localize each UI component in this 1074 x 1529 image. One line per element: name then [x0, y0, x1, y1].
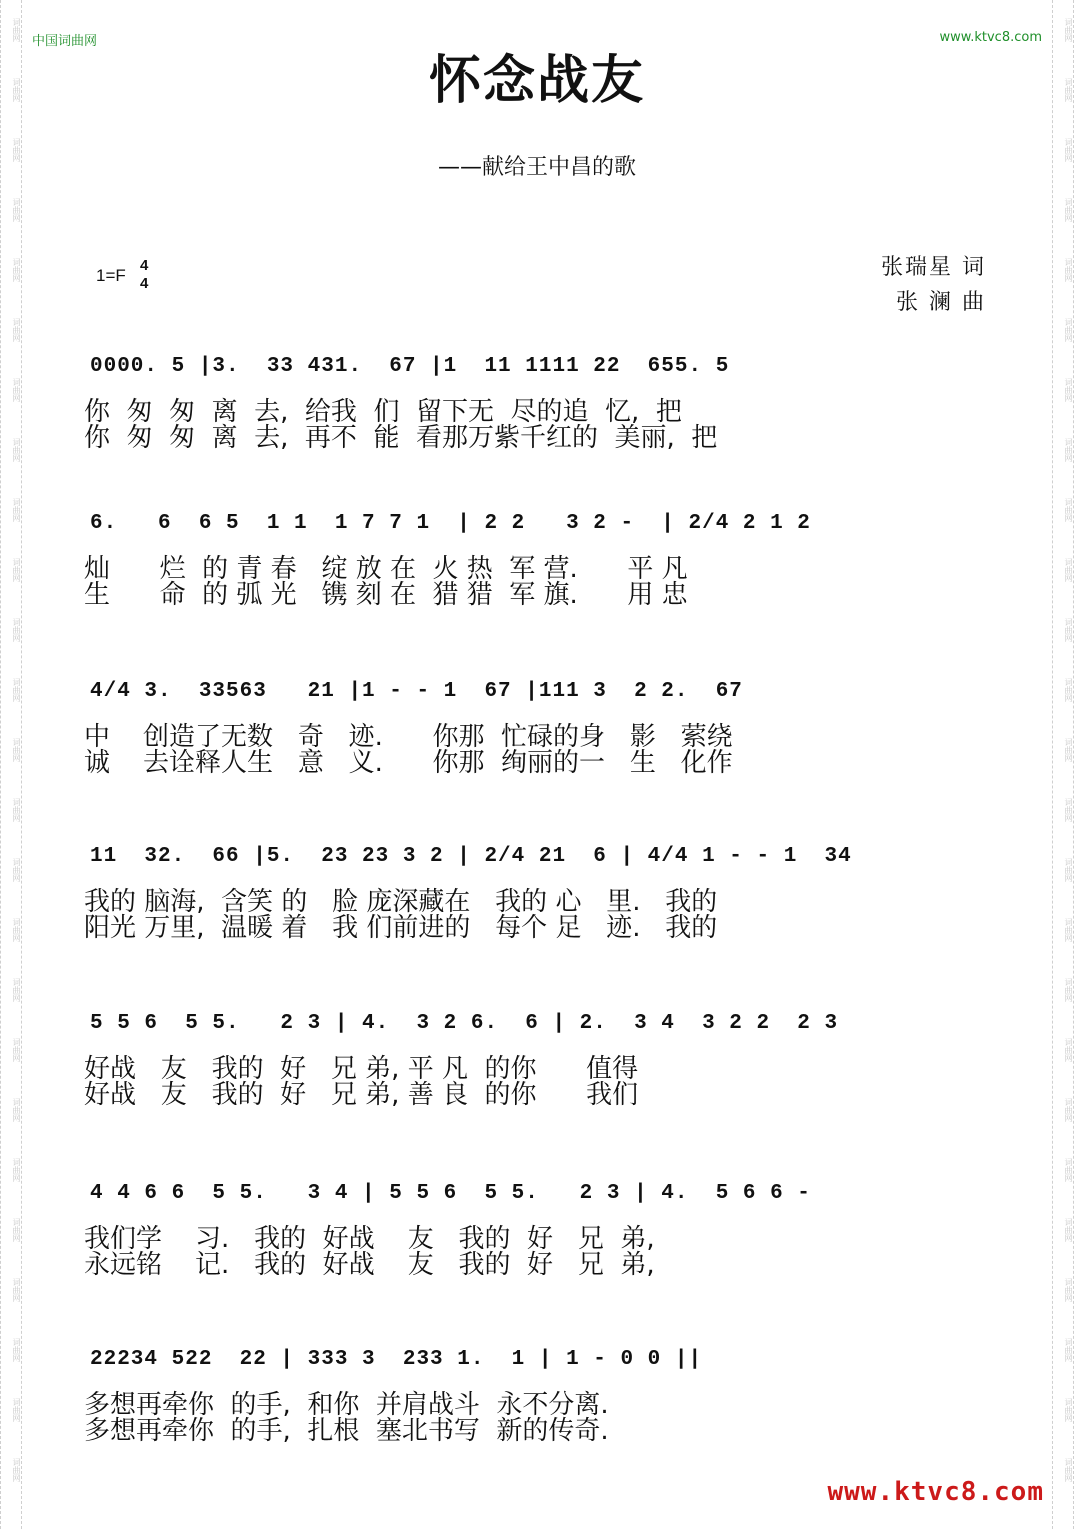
watermark-mark: 词曲网 [12, 138, 21, 162]
lyric-line-verse-1: 多想再牵你 的手, 和你 并肩战斗 永不分离. [84, 1390, 609, 1420]
watermark-mark: 词曲网 [12, 1098, 21, 1122]
lyric-line-verse-2: 永远铭 记. 我的 好战 友 我的 好 兄 弟, [84, 1250, 655, 1280]
watermark-mark: 词曲网 [12, 318, 21, 342]
lyric-line-verse-2: 你 匆 匆 离 去, 再不 能 看那万紫千红的 美丽, 把 [84, 423, 718, 453]
watermark-mark: 词曲网 [12, 1338, 21, 1362]
watermark-mark: 词曲网 [12, 378, 21, 402]
lyricist-credit: 张瑞星 词 [881, 255, 986, 280]
composer-credit: 张 澜 曲 [896, 290, 986, 315]
site-url-right[interactable]: www.ktvc8.com [939, 30, 1042, 45]
lyric-line-verse-1: 好战 友 我的 好 兄 弟, 平 凡 的你 值得 [84, 1054, 639, 1084]
notation-line: 0000. 5 |3. 33 431. 67 |1 11 1111 22 655. 5 [90, 355, 730, 378]
watermark-mark: 词曲网 [12, 498, 21, 522]
time-signature [140, 257, 148, 293]
watermark-mark: 词曲网 [1064, 18, 1073, 42]
notation-line: 22234 522 22 | 333 3 233 1. 1 | 1 - 0 0 || [90, 1348, 703, 1371]
watermark-mark: 词曲网 [12, 258, 21, 282]
watermark-mark: 词曲网 [12, 858, 21, 882]
notation-line: 11 32. 66 |5. 23 23 3 2 | 2/4 21 6 | 4/4 1 - - 1 34 [90, 845, 852, 868]
watermark-mark: 词曲网 [1064, 78, 1073, 102]
watermark-mark: 词曲网 [1064, 438, 1073, 462]
time-signature-bottom: 4 [140, 275, 149, 292]
key-signature: 1=F [96, 266, 126, 285]
watermark-mark: 词曲网 [12, 1458, 21, 1482]
watermark-mark: 词曲网 [1064, 1158, 1073, 1182]
watermark-mark: 词曲网 [12, 18, 21, 42]
lyric-line-verse-1: 我们学 习. 我的 好战 友 我的 好 兄 弟, [84, 1224, 655, 1254]
watermark-mark: 词曲网 [12, 978, 21, 1002]
lyric-line-verse-1: 我的 脑海, 含笑 的 脸 庞深藏在 我的 心 里. 我的 [84, 887, 718, 917]
watermark-mark: 词曲网 [1064, 1458, 1073, 1482]
watermark-mark: 词曲网 [1064, 258, 1073, 282]
watermark-mark: 词曲网 [12, 798, 21, 822]
watermark-mark: 词曲网 [12, 1398, 21, 1422]
lyric-line-verse-2: 多想再牵你 的手, 扎根 塞北书写 新的传奇. [84, 1416, 609, 1446]
watermark-mark: 词曲网 [1064, 678, 1073, 702]
watermark-mark: 词曲网 [12, 918, 21, 942]
lyric-line-verse-1: 灿 烂 的 青 春 绽 放 在 火 热 军 营. 平 凡 [84, 554, 688, 584]
watermark-mark: 词曲网 [1064, 1278, 1073, 1302]
song-subtitle: ——献给王中昌的歌 [437, 155, 636, 180]
lyric-line-verse-1: 中 创造了无数 奇 迹. 你那 忙碌的身 影 萦绕 [84, 722, 733, 752]
watermark-mark: 词曲网 [1064, 978, 1073, 1002]
footer-logo[interactable]: www.ktvc8.com [827, 1477, 1044, 1507]
watermark-mark: 词曲网 [12, 438, 21, 462]
watermark-mark: 词曲网 [1064, 558, 1073, 582]
watermark-mark: 词曲网 [1064, 198, 1073, 222]
watermark-mark: 词曲网 [1064, 618, 1073, 642]
watermark-mark: 词曲网 [1064, 498, 1073, 522]
watermark-mark: 词曲网 [1064, 1098, 1073, 1122]
watermark-mark: 词曲网 [12, 1038, 21, 1062]
watermark-mark: 词曲网 [12, 1218, 21, 1242]
lyric-line-verse-2: 好战 友 我的 好 兄 弟, 善 良 的你 我们 [84, 1080, 639, 1110]
song-title: 怀念战友 [428, 51, 645, 111]
lyric-line-verse-1: 你 匆 匆 离 去, 给我 们 留下无 尽的追 忆, 把 [84, 397, 682, 427]
watermark-mark: 词曲网 [1064, 1038, 1073, 1062]
watermark-mark: 词曲网 [1064, 738, 1073, 762]
watermark-mark: 词曲网 [1064, 138, 1073, 162]
watermark-mark: 词曲网 [1064, 318, 1073, 342]
watermark-mark: 词曲网 [12, 1278, 21, 1302]
watermark-mark: 词曲网 [12, 78, 21, 102]
watermark-mark: 词曲网 [1064, 1218, 1073, 1242]
watermark-mark: 词曲网 [1064, 1398, 1073, 1422]
watermark-mark: 词曲网 [1064, 798, 1073, 822]
watermark-mark: 词曲网 [12, 198, 21, 222]
notation-line: 5 5 6 5 5. 2 3 | 4. 3 2 6. 6 | 2. 3 4 3 2 2 2 3 [90, 1012, 839, 1035]
left-watermark-strip [0, 0, 22, 1529]
notation-line: 6. 6 6 5 1 1 1 7 7 1 | 2 2 3 2 - | 2/4 2 1 2 [90, 512, 811, 535]
right-watermark-strip [1052, 0, 1074, 1529]
lyric-line-verse-2: 诚 去诠释人生 意 义. 你那 绚丽的一 生 化作 [84, 748, 733, 778]
lyric-line-verse-2: 生 命 的 弧 光 镌 刻 在 猎 猎 军 旗. 用 忠 [84, 580, 688, 610]
watermark-mark: 词曲网 [1064, 378, 1073, 402]
watermark-mark: 词曲网 [12, 618, 21, 642]
notation-line: 4 4 6 6 5 5. 3 4 | 5 5 6 5 5. 2 3 | 4. 5 6 6 - [90, 1182, 811, 1205]
watermark-mark: 词曲网 [12, 678, 21, 702]
watermark-mark: 词曲网 [12, 1158, 21, 1182]
lyric-line-verse-2: 阳光 万里, 温暖 着 我 们前进的 每个 足 迹. 我的 [84, 913, 718, 943]
watermark-mark: 词曲网 [12, 738, 21, 762]
watermark-mark: 词曲网 [1064, 918, 1073, 942]
time-signature-top: 4 [140, 257, 149, 274]
watermark-mark: 词曲网 [12, 558, 21, 582]
notation-line: 4/4 3. 33563 21 |1 - - 1 67 |111 3 2 2. 67 [90, 680, 743, 703]
site-name-left[interactable]: 中国词曲网 [32, 34, 98, 49]
watermark-mark: 词曲网 [1064, 858, 1073, 882]
watermark-mark: 词曲网 [1064, 1338, 1073, 1362]
